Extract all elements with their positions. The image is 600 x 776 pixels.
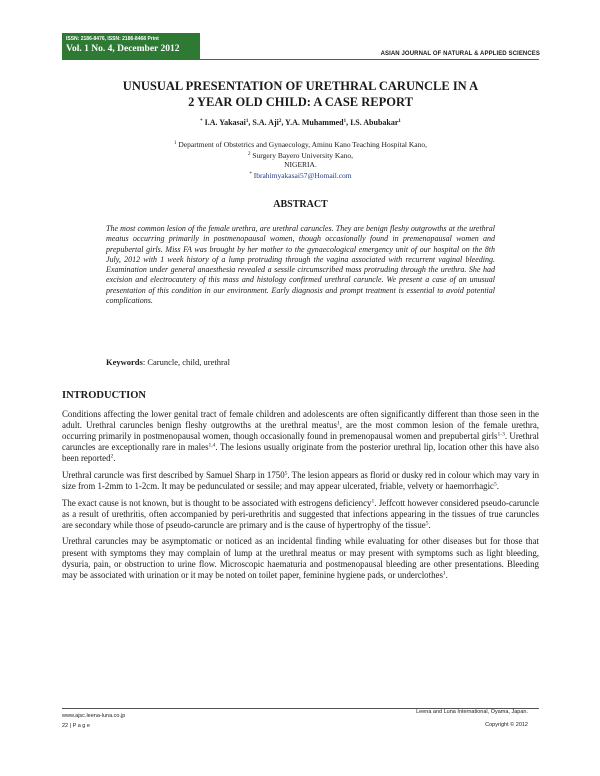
issn-text: ISSN: 2186-8476, ISSN: 2186-8468 Print bbox=[66, 36, 159, 42]
author-2: S.A. Aji bbox=[252, 118, 279, 127]
paragraph-1: Conditions affecting the lower genital tract of female children and adolescents are often significantly different than those seen in the adult. Urethral caruncles benign fleshy outgrowths at the urethral meatus$^1$, are the most common lesion of the female urethra, occurring primarily in postmenopausal women, though occasionally found in premenopausal women and prepubertal girls$^{1-3}$. Urethral caruncles are exceptionally rare in males$^{1,4}$. The lesions usually originate from the posterior urethral lip, location other this have also been reported$^2$. bbox=[62, 409, 539, 464]
introduction-body bbox=[62, 409, 539, 586]
volume-text: Vol. 1 No. 4, December 2012 bbox=[66, 44, 180, 54]
author-list: * I.A. Yakasai$^1$, S.A. Aji$^2$, Y.A. Muhammed$^1$, I.S. Abubakar$^1$ bbox=[200, 118, 401, 127]
footer-page-number: 22 | P a g e bbox=[62, 723, 90, 729]
keywords-value: : Caruncle, child, urethral bbox=[142, 357, 230, 367]
affiliation-1-mark: 1 bbox=[174, 141, 177, 146]
introduction-heading: INTRODUCTION bbox=[62, 390, 147, 401]
email-mark: * bbox=[249, 171, 252, 177]
author-3-affil: 1 bbox=[343, 119, 347, 124]
paper-title bbox=[62, 78, 539, 110]
paragraph-4: Urethral caruncles may be asymptomatic or noticed as an incidental finding while evaluating for other diseases but for those that present with symptoms they may complain of lump at the urethral meatus or may present with symptoms such as light bleeding, dysuria, pain, or obstruction to urine flow. Microscopic haematuria and postmenopausal bleeding are other presentations. Bleeding may be associated with urination or it may be noted on toilet paper, feminine hygiene pads, or underclothes$^1$. bbox=[62, 536, 539, 580]
keywords bbox=[106, 357, 230, 367]
author-4: I.S. Abubakar bbox=[350, 118, 399, 127]
affiliation-2: Surgery Bayero University Kano, bbox=[252, 150, 354, 160]
affiliation-2-mark: 2 bbox=[247, 151, 251, 157]
author-4-affil: 1 bbox=[398, 119, 401, 124]
journal-header-badge bbox=[62, 33, 200, 59]
abstract-heading: ABSTRACT bbox=[273, 199, 328, 210]
author-1-affil: 1 bbox=[245, 119, 249, 124]
keywords-label: Keywords bbox=[106, 357, 143, 367]
affiliation-1: Department of Obstetrics and Gynaecology, Aminu Kano Teaching Hospital Kano, bbox=[178, 140, 427, 149]
paragraph-2: Urethral caruncle was first described by Samuel Sharp in 1750$^5$. The lesion appears as florid or dusky red in colour which may vary in size from 1-2mm to 1-2cm. It may be pedunculated or sessile; and may appear ulcerated, friable, velvety or haemorrhagic$^5$. bbox=[62, 469, 540, 492]
footer-website-link[interactable]: www.ajsc.leena-luna.co.jp bbox=[62, 713, 126, 719]
author-1: I.A. Yakasai bbox=[204, 118, 246, 127]
header-divider bbox=[62, 59, 539, 60]
footer-publisher: Leena and Luna International, Oyama, Japan. bbox=[416, 709, 528, 715]
affiliations bbox=[62, 139, 539, 180]
paragraph-3: The exact cause is not known, but is thought to be associated with estrogens deficiency$^1$. Jeffcott however considered pseudo-caruncle as a result of urethritis, often accompanied by peri-urethritis and suggested that infections appearing in the tissues of true caruncles are secondary while those of pseudo-caruncle are primary and is the cause of hypertrophy of the tissue$^5$. bbox=[62, 497, 539, 530]
affiliation-country: NIGERIA. bbox=[284, 160, 317, 169]
title-line-1: UNUSUAL PRESENTATION OF URETHRAL CARUNCLE IN A bbox=[122, 79, 479, 93]
footer-copyright: Copyright © 2012 bbox=[485, 722, 528, 728]
author-3: Y.A. Muhammed bbox=[285, 118, 344, 127]
corresponding-email-link[interactable]: Ibrahimyakasai57@Homail.com bbox=[253, 170, 352, 180]
author-2-affil: 2 bbox=[278, 119, 282, 124]
author-1-mark: * bbox=[200, 119, 203, 124]
abstract-text: The most common lesion of the female urethra, are urethral caruncles. They are benign fleshy outgrowths at the urethral meatus occurring primarily in postmenopausal women, though occasionally found in premenopausal women and prepubertal girls. Miss FA was brought by her mother to the gynaecological emergency unit of our hospital on the 8th July, 2012 with 1 week history of a lump protruding through the vagina associated with recurrent vaginal bleeding. Examination under general anaesthesia revealed a sessile circumscribed mass protruding through the urethra. She had excision and electrocautery of this mass and histology confirmed urethral caruncle. We present a case of an unusual presentation of this condition in our environment. Early diagnosis and prompt treatment is essential to avoid potential complications. bbox=[106, 224, 495, 306]
title-line-2: 2 YEAR OLD CHILD: A CASE REPORT bbox=[188, 95, 413, 109]
journal-name: ASIAN JOURNAL OF NATURAL & APPLIED SCIENCES bbox=[380, 51, 540, 57]
